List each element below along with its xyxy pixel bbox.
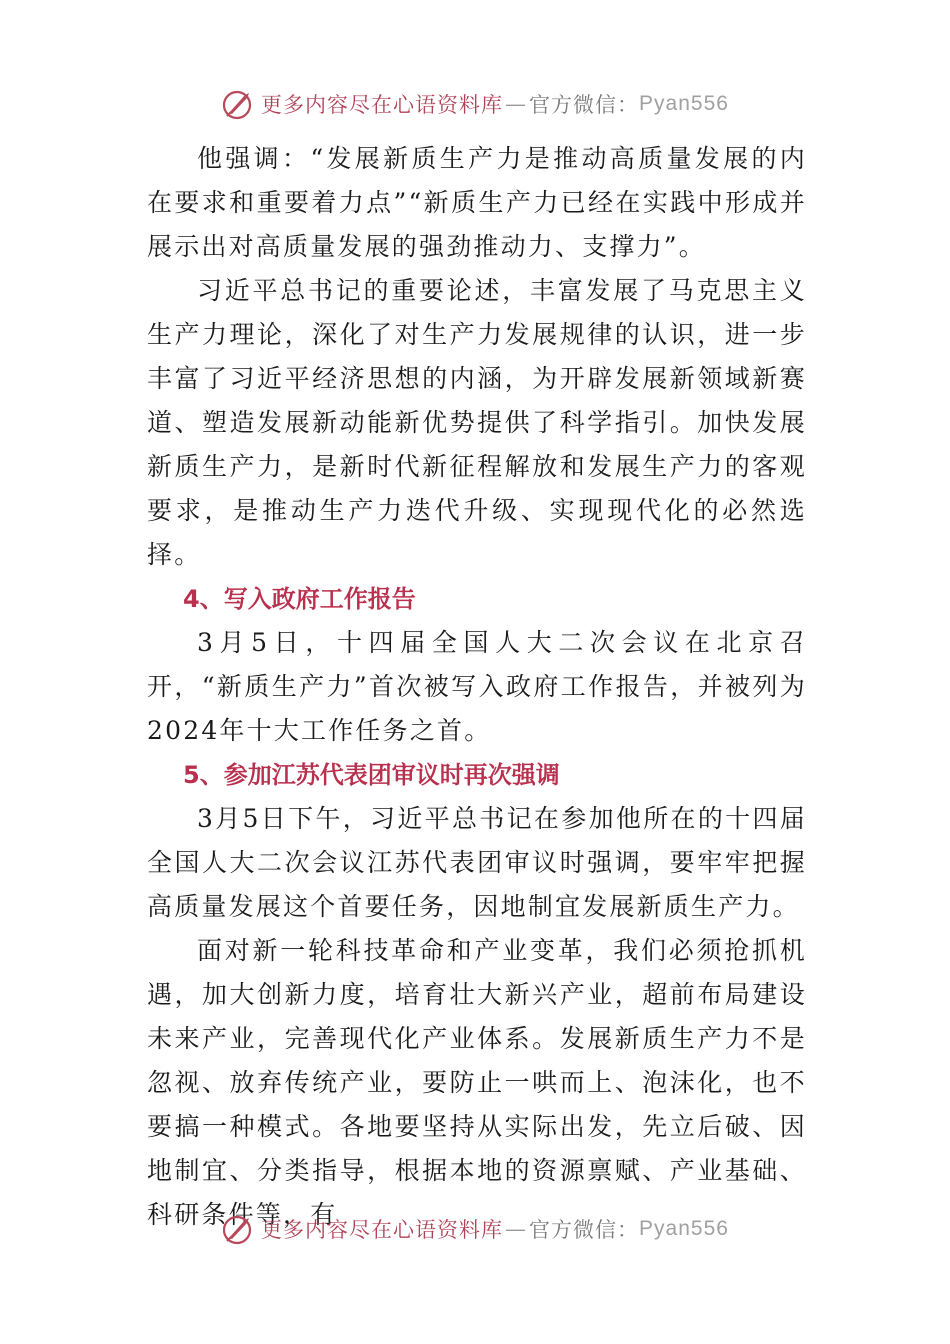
wechat-label: 官方微信： — [529, 94, 640, 117]
library-text: 更多内容尽在心语资料库 — [261, 1218, 504, 1242]
header-banner — [0, 84, 950, 124]
quill-pen-logo-icon — [221, 1212, 255, 1246]
section-4-paragraph: 3月5日，十四届全国人大二次会议在北京召开，“新质生产力”首次被写入政府工作报告，并被列为2024年十大工作任务之首。 — [147, 628, 807, 745]
paragraph-1: 他强调：“发展新质生产力是推动高质量发展的内在要求和重要着力点”“新质生产力已经在实践中形成并展示出对高质量发展的强劲推动力、支撑力”。 — [147, 144, 807, 261]
paragraph-2: 习近平总书记的重要论述，丰富发展了马克思主义生产力理论，深化了对生产力发展规律的认识，进一步丰富了习近平经济思想的内涵，为开辟发展新领域新赛道、塑造发展新动能新优势提供了科学指引。加快发展新质生产力，是新时代新征程解放和发展生产力的客观要求，是推动生产力迭代升级、实现现代化的必然选择。 — [147, 276, 807, 569]
wechat-id: Pyan556 — [639, 1217, 729, 1240]
document-body — [147, 137, 807, 1237]
section-4-heading: 4、写入政府工作报告 — [183, 585, 416, 613]
quill-pen-logo-icon — [221, 87, 255, 121]
wechat-label: 官方微信： — [529, 1219, 640, 1242]
section-5-heading: 5、参加江苏代表团审议时再次强调 — [183, 761, 560, 789]
banner-dash: — — [505, 92, 528, 116]
wechat-id: Pyan556 — [639, 92, 729, 115]
library-text: 更多内容尽在心语资料库 — [261, 93, 504, 117]
footer-banner — [0, 1209, 950, 1249]
banner-dash: — — [505, 1217, 528, 1241]
section-5-paragraph-2: 面对新一轮科技革命和产业变革，我们必须抢抓机遇，加大创新力度，培育壮大新兴产业，超前布局建设未来产业，完善现代化产业体系。发展新质生产力不是忽视、放弃传统产业，要防止一哄而上、泡沫化，也不要搞一种模式。各地要坚持从实际出发，先立后破、因地制宜、分类指导，根据本地的资源禀赋、产业基础、科研条件等，有 — [147, 936, 807, 1229]
section-5-paragraph-1: 3月5日下午，习近平总书记在参加他所在的十四届全国人大二次会议江苏代表团审议时强调，要牢牢把握高质量发展这个首要任务，因地制宜发展新质生产力。 — [147, 804, 807, 921]
